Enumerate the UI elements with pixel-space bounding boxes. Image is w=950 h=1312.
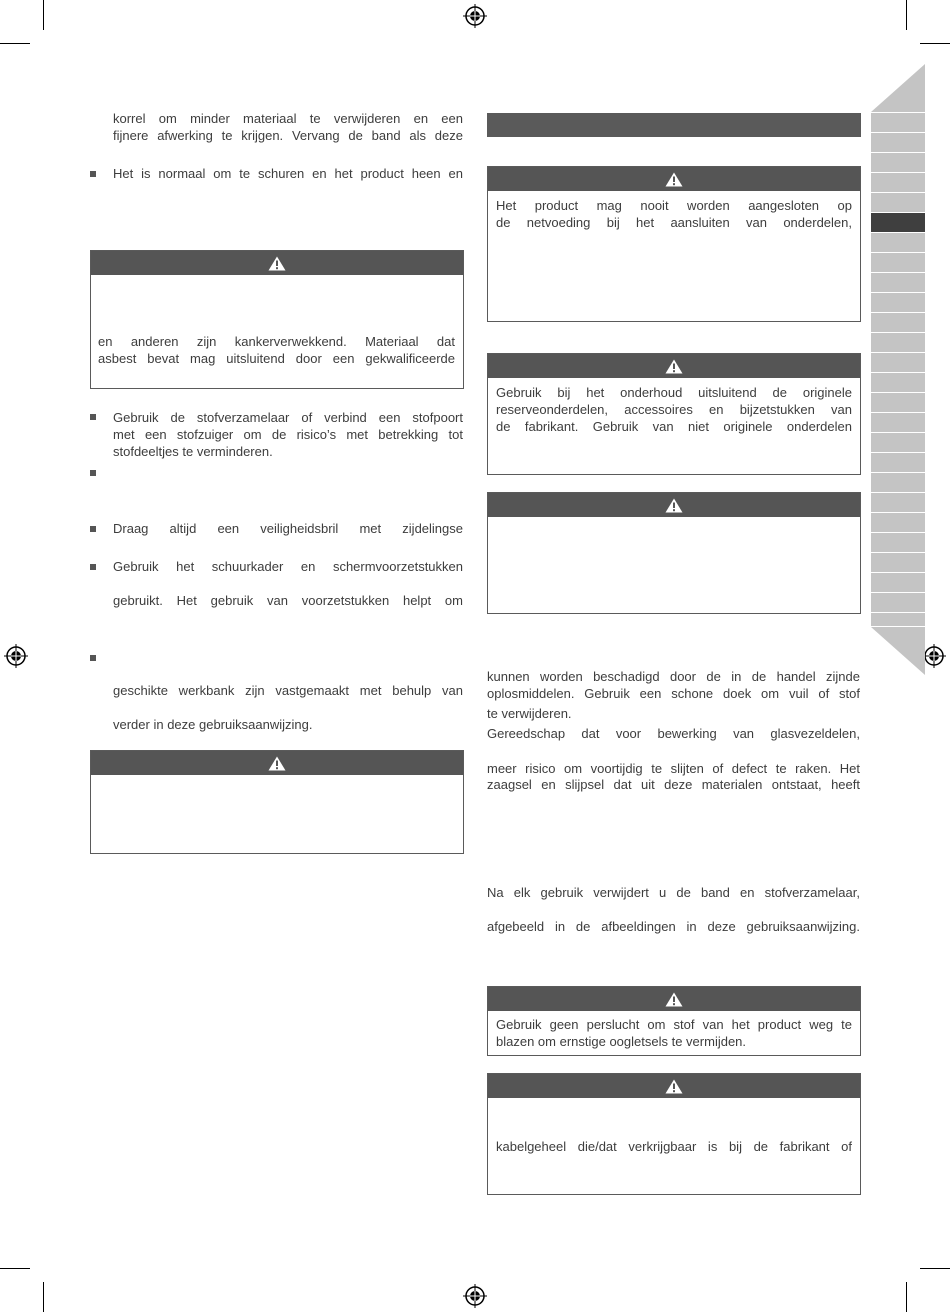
body-line: met een stofzuiger om de risico’s met betrekking tot [113,427,463,442]
warning-line: Gebruik bij het onderhoud uitsluitend de originele [496,385,852,400]
section-heading-bar [487,113,861,137]
warning-line: asbest bevat mag uitsluitend door een gekwalificeerde [98,351,455,366]
language-tab[interactable] [871,413,925,432]
warning-line: Het product mag nooit worden aangesloten op [496,198,852,213]
warning-box [487,166,861,322]
language-tab[interactable] [871,233,925,252]
warning-header [488,167,860,191]
warning-header [488,354,860,378]
registration-mark-icon [463,4,487,28]
warning-line: reserveonderdelen, accessoires en bijzetstukken van [496,402,852,417]
warning-box [90,750,464,854]
language-tab[interactable] [871,113,925,132]
language-tab[interactable] [871,613,925,626]
language-tab[interactable] [871,253,925,272]
language-tab-active[interactable] [871,213,925,232]
crop-mark [920,1268,950,1269]
warning-line: blazen om ernstige oogletsels te vermijden. [496,1034,747,1049]
language-tab[interactable] [871,193,925,212]
body-line: Draag altijd een veiligheidsbril met zijdelingse [113,521,463,536]
body-line: zaagsel en slijpsel dat uit deze materialen ontstaat, heeft [487,777,860,792]
language-tab[interactable] [871,553,925,572]
registration-mark-icon [4,644,28,668]
warning-triangle-icon [665,992,683,1007]
crop-mark [0,43,30,44]
body-line: verder in deze gebruiksaanwijzing. [113,717,313,732]
language-tab[interactable] [871,493,925,512]
warning-line: de fabrikant. Gebruik van niet originele onderdelen [496,419,852,434]
language-tab[interactable] [871,333,925,352]
square-bullet-icon [90,564,96,570]
crop-mark [0,1268,30,1269]
warning-triangle-icon [268,756,286,771]
square-bullet-icon [90,414,96,420]
language-tab[interactable] [871,473,925,492]
registration-mark-icon [463,1284,487,1308]
body-line: korrel om minder materiaal te verwijderen en een [113,111,463,126]
body-line: geschikte werkbank zijn vastgemaakt met behulp van [113,683,463,698]
body-line: te verwijderen. [487,706,572,721]
language-tab[interactable] [871,393,925,412]
warning-box [487,492,861,614]
square-bullet-icon [90,171,96,177]
warning-header [91,251,463,275]
warning-line: de netvoeding bij het aansluiten van onderdelen, [496,215,852,230]
language-tab[interactable] [871,313,925,332]
warning-header [488,493,860,517]
warning-triangle-icon [665,498,683,513]
body-line: Gebruik het schuurkader en schermvoorzetstukken [113,559,463,574]
language-tab[interactable] [871,593,925,612]
language-tab[interactable] [871,533,925,552]
warning-box [487,353,861,475]
language-tab[interactable] [871,453,925,472]
language-tab[interactable] [871,173,925,192]
body-line: fijnere afwerking te krijgen. Vervang de band als deze [113,128,463,143]
warning-line: Gebruik geen perslucht om stof van het product weg te [496,1017,852,1032]
body-line: meer risico om voortijdig te slijten of defect te raken. Het [487,761,860,776]
language-tab[interactable] [871,133,925,152]
language-tab[interactable] [871,353,925,372]
warning-box [487,1073,861,1195]
crop-mark [906,0,907,30]
body-line: Gebruik de stofverzamelaar of verbind een stofpoort [113,410,463,425]
body-line: gebruikt. Het gebruik van voorzetstukken helpt om [113,593,463,608]
warning-box [487,986,861,1056]
crop-mark [43,1282,44,1312]
language-tab[interactable] [871,373,925,392]
body-line: Het is normaal om te schuren en het product heen en [113,166,463,181]
warning-triangle-icon [665,172,683,187]
warning-header [91,751,463,775]
warning-triangle-icon [268,256,286,271]
body-line: oplosmiddelen. Gebruik een schone doek om vuil of stof [487,686,860,701]
warning-line: en anderen zijn kankerverwekkend. Materiaal dat [98,334,455,349]
warning-line: kabelgeheel die/dat verkrijgbaar is bij de fabrikant of [496,1139,852,1154]
crop-mark [906,1282,907,1312]
language-tab[interactable] [871,293,925,312]
language-tab[interactable] [871,573,925,592]
warning-header [488,987,860,1011]
tab-triangle-top [871,64,925,112]
language-tab[interactable] [871,433,925,452]
language-tab[interactable] [871,513,925,532]
square-bullet-icon [90,526,96,532]
body-line: Gereedschap dat voor bewerking van glasvezeldelen, [487,726,860,741]
crop-mark [920,43,950,44]
body-line: afgebeeld in de afbeeldingen in deze gebruiksaanwijzing. [487,919,860,934]
body-line: Na elk gebruik verwijdert u de band en stofverzamelaar, [487,885,860,900]
warning-triangle-icon [665,359,683,374]
crop-mark [43,0,44,30]
square-bullet-icon [90,655,96,661]
square-bullet-icon [90,470,96,476]
registration-mark-icon [922,644,946,668]
language-tab[interactable] [871,153,925,172]
body-line: kunnen worden beschadigd door de in de handel zijnde [487,669,860,684]
language-tab[interactable] [871,273,925,292]
warning-box [90,250,464,389]
tab-triangle-bottom [871,627,925,675]
body-line: stofdeeltjes te verminderen. [113,444,273,459]
warning-triangle-icon [665,1079,683,1094]
warning-header [488,1074,860,1098]
